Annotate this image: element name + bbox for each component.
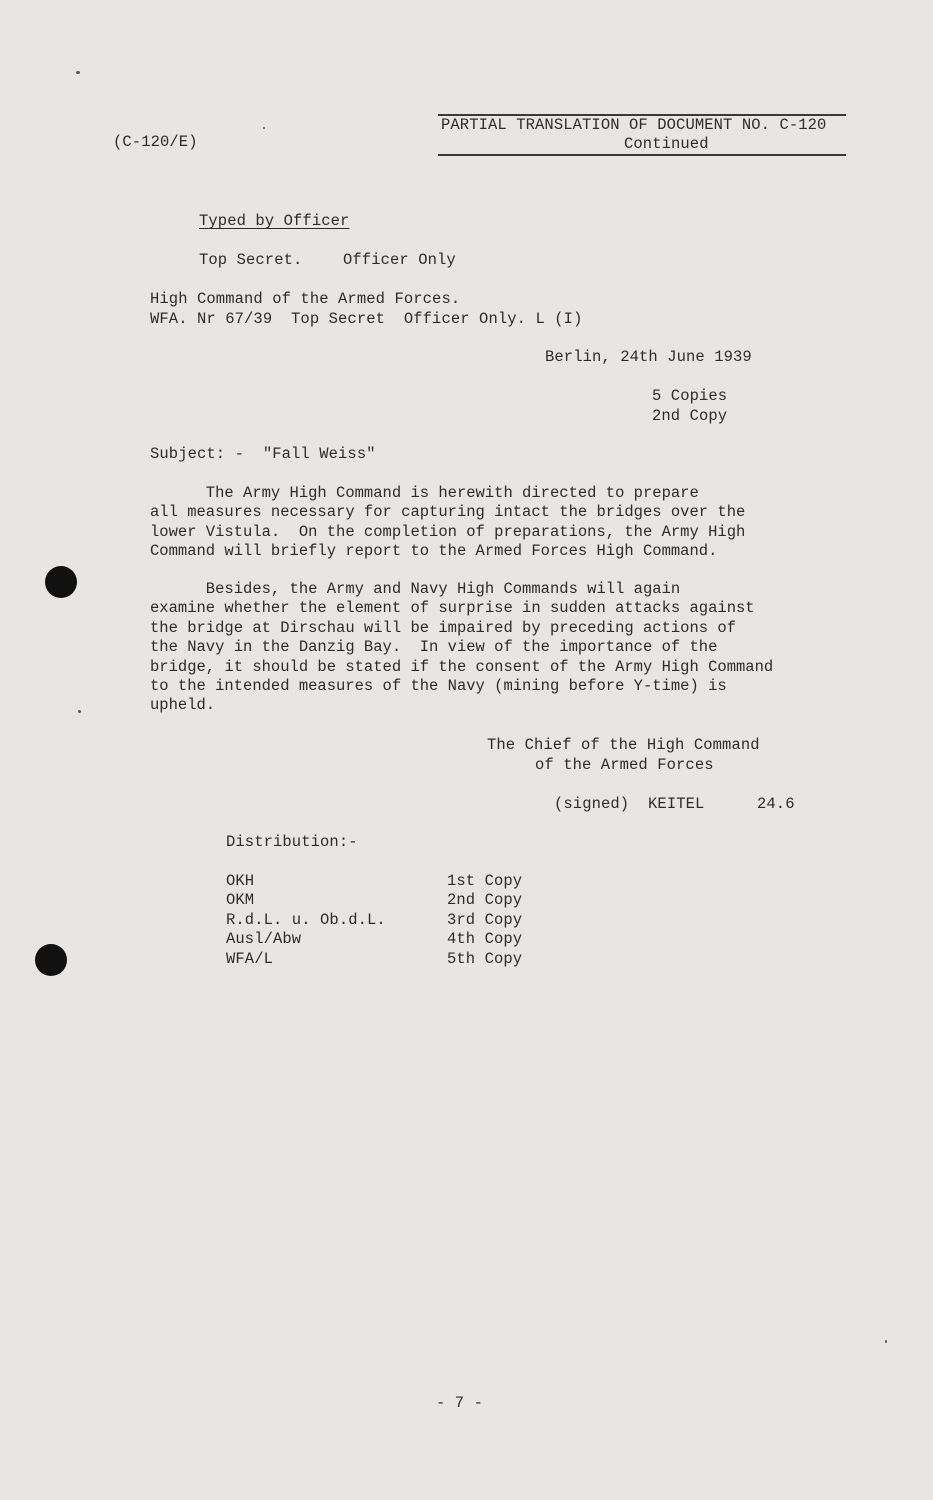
distribution-recipient: Ausl/Abw bbox=[226, 930, 302, 948]
document-reference: (C-120/E) bbox=[113, 133, 198, 151]
distribution-copy: 5th Copy bbox=[447, 950, 523, 968]
distribution-recipient: OKH bbox=[226, 872, 255, 890]
paragraph-line: lower Vistula. On the completion of preparations, the Army High bbox=[150, 523, 746, 541]
paragraph-line: all measures necessary for capturing intact the bridges over the bbox=[150, 503, 746, 521]
distribution-recipient: OKM bbox=[226, 891, 255, 909]
paper-speck bbox=[263, 127, 265, 129]
page-number: - 7 - bbox=[436, 1394, 484, 1412]
header-rule-bottom bbox=[438, 154, 846, 156]
header-continued: Continued bbox=[624, 135, 709, 153]
distribution-copy: 2nd Copy bbox=[447, 891, 523, 909]
paragraph-line: upheld. bbox=[150, 696, 216, 714]
copies-count: 5 Copies bbox=[652, 387, 728, 405]
place-date: Berlin, 24th June 1939 bbox=[545, 348, 752, 366]
paragraph-line: Command will briefly report to the Armed Forces High Command. bbox=[150, 542, 718, 560]
punch-hole-upper bbox=[45, 566, 77, 598]
header-title: PARTIAL TRANSLATION OF DOCUMENT NO. C-120 bbox=[441, 116, 827, 134]
classification-officer-only: Officer Only bbox=[343, 251, 456, 269]
signature-date: 24.6 bbox=[757, 795, 795, 813]
distribution-copy: 1st Copy bbox=[447, 872, 523, 890]
punch-hole-lower bbox=[35, 944, 67, 976]
typed-by-note: Typed by Officer bbox=[199, 212, 350, 230]
paragraph-line: the bridge at Dirschau will be impaired by preceding actions of bbox=[150, 619, 736, 637]
subject-line: Subject: - "Fall Weiss" bbox=[150, 445, 376, 463]
issuer-line-2: WFA. Nr 67/39 Top Secret Officer Only. L (I) bbox=[150, 310, 583, 328]
copy-number: 2nd Copy bbox=[652, 407, 728, 425]
distribution-copy: 4th Copy bbox=[447, 930, 523, 948]
paragraph-line: bridge, it should be stated if the consent of the Army High Command bbox=[150, 658, 774, 676]
signature-title-line-1: The Chief of the High Command bbox=[487, 736, 760, 754]
distribution-recipient: WFA/L bbox=[226, 950, 274, 968]
paragraph-line: The Army High Command is herewith directed to prepare bbox=[150, 484, 699, 502]
distribution-recipient: R.d.L. u. Ob.d.L. bbox=[226, 911, 386, 929]
distribution-label: Distribution:- bbox=[226, 833, 358, 851]
paper-speck bbox=[885, 1340, 887, 1343]
paragraph-line: examine whether the element of surprise in sudden attacks against bbox=[150, 599, 755, 617]
signature-signed: (signed) KEITEL bbox=[554, 795, 705, 813]
issuer-line-1: High Command of the Armed Forces. bbox=[150, 290, 461, 308]
paragraph-line: Besides, the Army and Navy High Commands will again bbox=[150, 580, 681, 598]
paper-speck bbox=[76, 71, 80, 74]
distribution-copy: 3rd Copy bbox=[447, 911, 523, 929]
signature-title-line-2: of the Armed Forces bbox=[535, 756, 714, 774]
paragraph-line: the Navy in the Danzig Bay. In view of the importance of the bbox=[150, 638, 718, 656]
paragraph-line: to the intended measures of the Navy (mining before Y-time) is bbox=[150, 677, 727, 695]
paper-speck bbox=[78, 710, 81, 713]
classification-secret: Top Secret. bbox=[199, 251, 303, 269]
